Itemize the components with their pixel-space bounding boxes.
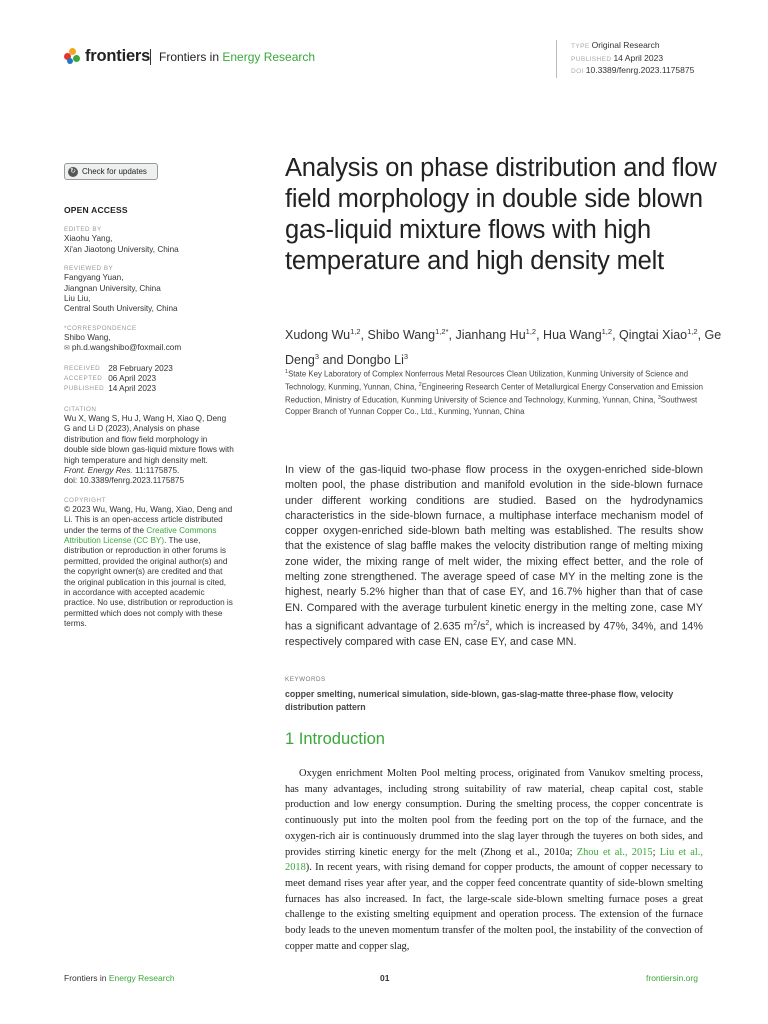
- correspondence-label: *CORRESPONDENCE: [64, 324, 137, 332]
- footer-journal-green: Energy Research: [108, 973, 175, 983]
- keywords: copper smelting, numerical simulation, side-blown, gas-slag-matte three-phase flow, velocity distribution pattern: [285, 689, 674, 712]
- frontiers-logo-icon: [64, 48, 81, 65]
- doi-value[interactable]: 10.3389/fenrg.2023.1175875: [585, 65, 695, 75]
- received-label: RECEIVED: [64, 364, 101, 372]
- author-name: Jianhang Hu: [455, 328, 526, 343]
- logo-text: frontiers: [85, 47, 151, 65]
- article-meta: [556, 40, 694, 78]
- reference-link[interactable]: Liu et al., 2018: [285, 846, 703, 874]
- author-separator: ,: [697, 328, 705, 343]
- copyright-label: COPYRIGHT: [64, 496, 106, 504]
- abstract: [285, 463, 703, 650]
- journal-name[interactable]: [150, 49, 315, 65]
- citation-label: CITATION: [64, 405, 97, 413]
- journal-prefix: Frontiers in: [159, 50, 223, 64]
- reviewed-by-label: REVIEWED BY: [64, 265, 114, 273]
- accepted-label: ACCEPTED: [64, 375, 103, 383]
- intro-text-b: ). In recent years, with rising demand for copper products, the amount of copper necessary to meet demand rises year after year, and the copper feed concentrate quantity of side-blown smelting furnaces has also increased. In fact, the large-scale side-blown smelting furnace poses a great challenge to the existing smelting equipment and operation process. The extension of the furnace body leads to the uneven momentum transfer of the molten pool, the instability of the convection of copper matte and copper slag,: [285, 862, 703, 952]
- author-name: Hua Wang: [543, 328, 602, 343]
- author-and: and: [319, 353, 347, 368]
- correspondence-name: Shibo Wang,: [64, 332, 111, 342]
- affiliation-text: State Key Laboratory of Complex Nonferrous Metal Resources Clean Utilization, Kunming University of Science and Technology, Kunming, Yunnan, China,: [285, 369, 689, 392]
- footer-site-link[interactable]: frontiersin.org: [646, 973, 698, 983]
- open-access-label: OPEN ACCESS: [64, 205, 128, 215]
- page-number: 01: [380, 973, 390, 983]
- author-affiliation-sup: 1,2: [687, 327, 698, 336]
- author-name: Xudong Wu: [285, 328, 351, 343]
- abstract-unit: /s: [476, 620, 486, 633]
- abstract-sup: 2: [485, 619, 490, 627]
- affiliation-sup: 3: [657, 395, 661, 402]
- check-for-updates-label: Check for updates: [82, 167, 147, 176]
- dates-section: [64, 364, 234, 395]
- section-heading-introduction: 1 Introduction: [285, 730, 385, 748]
- published-value: 14 April 2023: [613, 52, 664, 63]
- reviewed-by-section: [64, 264, 234, 315]
- reference-link[interactable]: Zhou et al., 2015: [576, 846, 653, 858]
- citation-text: Wu X, Wang S, Hu J, Wang H, Xiao Q, Deng G and Li D (2023), Analysis on phase distribution and flow field morphology in double side blown gas-liquid mixture flows with high temperature and high density melt.: [64, 413, 234, 465]
- type-label: TYPE: [571, 43, 590, 50]
- received-date: 28 February 2023: [108, 363, 173, 373]
- article-title: Analysis on phase distribution and flow field morphology in double side blown gas-liquid mixture flows with high temperature and high density melt: [285, 154, 717, 275]
- published-label: PUBLISHED: [571, 55, 612, 63]
- author-name: Shibo Wang: [367, 328, 436, 343]
- keywords-label: KEYWORDS: [285, 676, 326, 683]
- copyright-section: [64, 496, 234, 630]
- author-affiliation-sup: 1,2: [601, 327, 613, 336]
- intro-sep: ;: [652, 846, 660, 858]
- introduction-paragraph: [285, 766, 703, 954]
- reviewer-name: Fangyang Yuan,: [64, 273, 124, 283]
- author-separator: ,: [448, 328, 456, 343]
- reviewer-affiliation: Jiangnan University, China: [64, 283, 161, 293]
- copyright-text-b: . The use, distribution or reproduction in other forums is permitted, provided the original author(s) and the copyright owner(s) are credited and that the original publication in this journal is cited, in accordance with accepted academic practice. No use, distribution or reproduction is permitted which does not comply with these terms.: [64, 535, 233, 629]
- intro-text-a: Oxygen enrichment Molten Pool melting process, originated from Vanukov smelting process, has many advantages, including strong suitability of raw material, cheap capital cost, stable production and low energy consumption. During the smelting process, the copper concentrate is continuously put into the molten pool from the feeding port on the top of the furnace, and the oxygen-rich air is continuously drummed into the slag layer through the tuyeres on both sides, and provides stirring kinetic energy for the melt (Zhong et al., 2010a;: [285, 768, 703, 858]
- author[interactable]: [347, 353, 408, 367]
- author[interactable]: [543, 328, 612, 342]
- abstract-text-b: , which is increased by 47%, 34%, and 14% respectively compared with case EN, case EY, and case MN.: [285, 620, 703, 648]
- author-separator: ,: [360, 328, 368, 343]
- correspondence-email[interactable]: ph.d.wangshibo@foxmail.com: [71, 343, 182, 353]
- check-for-updates-button[interactable]: [64, 163, 158, 180]
- affiliation-sup: 2: [418, 382, 422, 389]
- author-affiliation-sup: 1,2*: [435, 327, 449, 336]
- journal-name-green: Energy Research: [222, 50, 316, 64]
- citation-volume: 11:1175875.: [132, 465, 180, 475]
- type-value: Original Research: [591, 40, 660, 50]
- cc-by-license-link[interactable]: Creative Commons Attribution License (CC BY): [64, 525, 217, 545]
- author[interactable]: [455, 328, 536, 342]
- citation-section: [64, 405, 234, 487]
- reviewer-name: Liu Liu,: [64, 294, 91, 304]
- author-affiliation-sup: 1,2: [350, 327, 361, 336]
- author-separator: ,: [612, 328, 620, 343]
- author-name: Ge Deng: [285, 328, 722, 368]
- footer-journal[interactable]: [64, 973, 175, 983]
- editor-affiliation: Xi'an Jiaotong University, China: [64, 244, 179, 254]
- author-name: Dongbo Li: [346, 353, 404, 368]
- abstract-sup: 2: [473, 619, 477, 627]
- published-label: PUBLISHED: [64, 385, 105, 393]
- affiliation-text: Southwest Copper Branch of Yunnan Copper Co., Ltd., Kunming, Yunnan, China: [285, 395, 698, 417]
- affiliation-text: Engineering Research Center of Metallurgical Energy Conservation and Emission Reduction, Ministry of Education, Kunming University of Science and Technology, Kunming, Yunnan, China,: [285, 382, 703, 405]
- doi-label: DOI: [571, 68, 584, 75]
- update-icon: ↻: [68, 167, 78, 177]
- frontiers-logo[interactable]: [64, 47, 150, 66]
- author[interactable]: [285, 328, 361, 342]
- citation-doi[interactable]: doi: 10.3389/fenrg.2023.1175875: [64, 476, 185, 486]
- author-separator: ,: [536, 328, 544, 343]
- edited-by-section: [64, 225, 234, 255]
- reviewer-affiliation: Central South University, China: [64, 304, 178, 314]
- correspondence-section: [64, 324, 234, 355]
- editor-name: Xiaohu Yang,: [64, 234, 113, 244]
- author-affiliation-sup: 1,2: [525, 327, 537, 336]
- affiliation-sup: 1: [285, 369, 289, 375]
- author[interactable]: [368, 328, 449, 342]
- email-icon: ✉: [64, 345, 72, 353]
- edited-by-label: EDITED BY: [64, 226, 102, 234]
- published-date: 14 April 2023: [108, 384, 157, 394]
- author-name: Qingtai Xiao: [619, 328, 688, 343]
- author-affiliation-sup: 3: [403, 352, 409, 362]
- accepted-date: 06 April 2023: [108, 374, 157, 384]
- footer-journal-prefix: Frontiers in: [64, 973, 109, 983]
- copyright-text-a: © 2023 Wu, Wang, Hu, Wang, Xiao, Deng and Li. This is an open-access article distributed under the terms of the: [64, 504, 233, 535]
- citation-journal: Front. Energy Res.: [64, 465, 133, 475]
- abstract-text-a: In view of the gas-liquid two-phase flow process in the oxygen-enriched side-blown molten pool, the phase distribution and manifold evolution in the side-blown furnace under different working conditions are studied. Based on the hydrodynamics characteristics in the side-blown furnace, a multiphase interface mechanism model of copper oxygen-enriched side-blown bath melting was established. The results show that the existence of slag baffle makes the velocity distribution range of melting mixing zone wider, the mixing range of melt wider, the mixing effect better, and the role of melting zone strengthened. The average speed of case MY in the melting zone is the highest, nearly 5.2% higher than that of case EY, and 16.7% higher than that of case EN. Compared with the average turbulent kinetic energy in the melting zone, case MY has a significant advantage of 2.635 m: [285, 464, 703, 633]
- author-affiliation-sup: 3: [314, 352, 320, 362]
- author[interactable]: [619, 328, 698, 342]
- sidebar-info: [64, 205, 234, 639]
- copyright-text: [64, 505, 234, 630]
- author-list: [285, 321, 725, 371]
- affiliations: [285, 367, 705, 418]
